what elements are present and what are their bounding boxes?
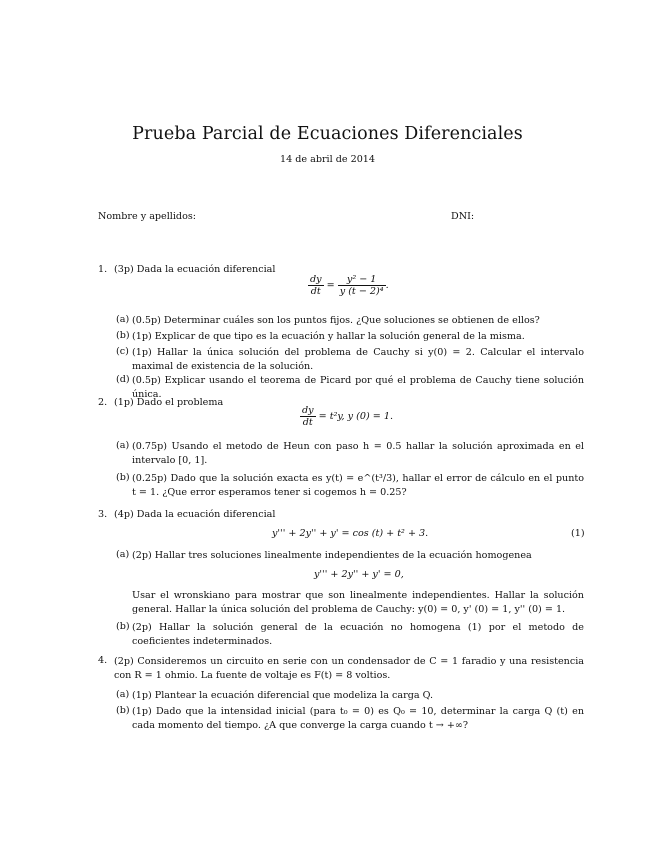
q1-eq-den: dt xyxy=(310,286,321,297)
q4a-label: (a) xyxy=(116,689,130,700)
q4a-text: (1p) Plantear la ecuación diferencial que modeliza la carga Q. xyxy=(132,690,434,701)
q3-eq-tag: (1) xyxy=(571,528,585,539)
q1b-label: (b) xyxy=(116,330,130,341)
q1c-text: (1p) Hallar la única solución del problema de Cauchy si y(0) = 2. Calcular el intervalo maximal de existencia de la solución. xyxy=(132,347,584,372)
q2-number: 2. xyxy=(98,397,108,408)
q2a-label: (a) xyxy=(116,440,130,451)
q2-intro: (1p) Dado el problema xyxy=(114,397,224,408)
q2-eq-rhs: = t²y, y (0) = 1. xyxy=(318,411,394,422)
q3a-label: (a) xyxy=(116,549,130,560)
q3b-label: (b) xyxy=(116,621,130,632)
q1-intro: (3p) Dada la ecuación diferencial xyxy=(114,264,276,275)
q3a-text2: Usar el wronskiano para mostrar que son linealmente independientes. Hallar la solución general. Hallar la única solución del problema de Cauchy: y(0) = 0, y' (0) = 1, y'' (0) = 1. xyxy=(132,590,584,615)
q3-number: 3. xyxy=(98,509,108,520)
q2b-text: (0.25p) Dado que la solución exacta es y(t) = e^(t³/3), hallar el error de cálculo en el punto t = 1. ¿Que error esperamos tener si cogemos h = 0.25? xyxy=(132,473,584,498)
q2-equation xyxy=(300,405,393,428)
q3-equation: y''' + 2y'' + y' = cos (t) + t² + 3. xyxy=(272,528,429,539)
q4b-text: (1p) Dado que la intensidad inicial (para t₀ = 0) es Q₀ = 10, determinar la carga Q (t) en cada momento del tiempo. ¿A que converge la carga cuando t → +∞? xyxy=(132,706,584,731)
q1-eq-num: dy xyxy=(310,274,322,285)
q3a-equation: y''' + 2y'' + y' = 0, xyxy=(314,569,404,580)
q2-eq-num: dy xyxy=(302,405,314,416)
q1-equation: $\frac{dy}{dt}$ = $\frac{\text{y² − 1}}{\text{y (t − 2)⁴}}$ . xyxy=(310,274,389,297)
q2b-label: (b) xyxy=(116,472,130,483)
q4b-label: (b) xyxy=(116,705,130,716)
exam-date: 14 de abril de 2014 xyxy=(279,154,376,165)
q1a-text: (0.5p) Determinar cuáles son los puntos fijos. ¿Que soluciones se obtienen de ellos? xyxy=(132,315,540,326)
q2-eq-den: dt xyxy=(302,417,313,428)
q4-number: 4. xyxy=(98,655,108,666)
q1d-text: (0.5p) Explicar usando el teorema de Picard por qué el problema de Cauchy tiene solución única. xyxy=(132,375,584,400)
q3a-text: (2p) Hallar tres soluciones linealmente independientes de la ecuación homogenea xyxy=(132,550,532,561)
name-label: Nombre y apellidos: xyxy=(98,211,197,222)
q3b-text: (2p) Hallar la solución general de la ecuación no homogena (1) por el metodo de coeficientes indeterminados. xyxy=(132,622,584,647)
q1-eq-rhs-den: y (t − 2)⁴ xyxy=(339,286,384,297)
q1c-label: (c) xyxy=(116,346,129,357)
q2a-text: (0.75p) Usando el metodo de Heun con paso h = 0.5 hallar la solución aproximada en el intervalo [0, 1]. xyxy=(132,441,584,466)
q1-eq-rhs-num: y² − 1 xyxy=(338,274,386,286)
q3-intro: (4p) Dada la ecuación diferencial xyxy=(114,509,276,520)
q1a-label: (a) xyxy=(116,314,130,325)
q1d-label: (d) xyxy=(116,374,130,385)
exam-title: Prueba Parcial de Ecuaciones Diferenciales xyxy=(132,124,523,144)
q1b-text: (1p) Explicar de que tipo es la ecuación y hallar la solución general de la misma. xyxy=(132,331,525,342)
dni-label: DNI: xyxy=(451,211,475,222)
q4-intro: (2p) Consideremos un circuito en serie con un condensador de C = 1 faradio y una resistencia con R = 1 ohmio. La fuente de voltaje es F(t) = 8 voltios. xyxy=(114,656,584,681)
q1-number: 1. xyxy=(98,264,108,275)
